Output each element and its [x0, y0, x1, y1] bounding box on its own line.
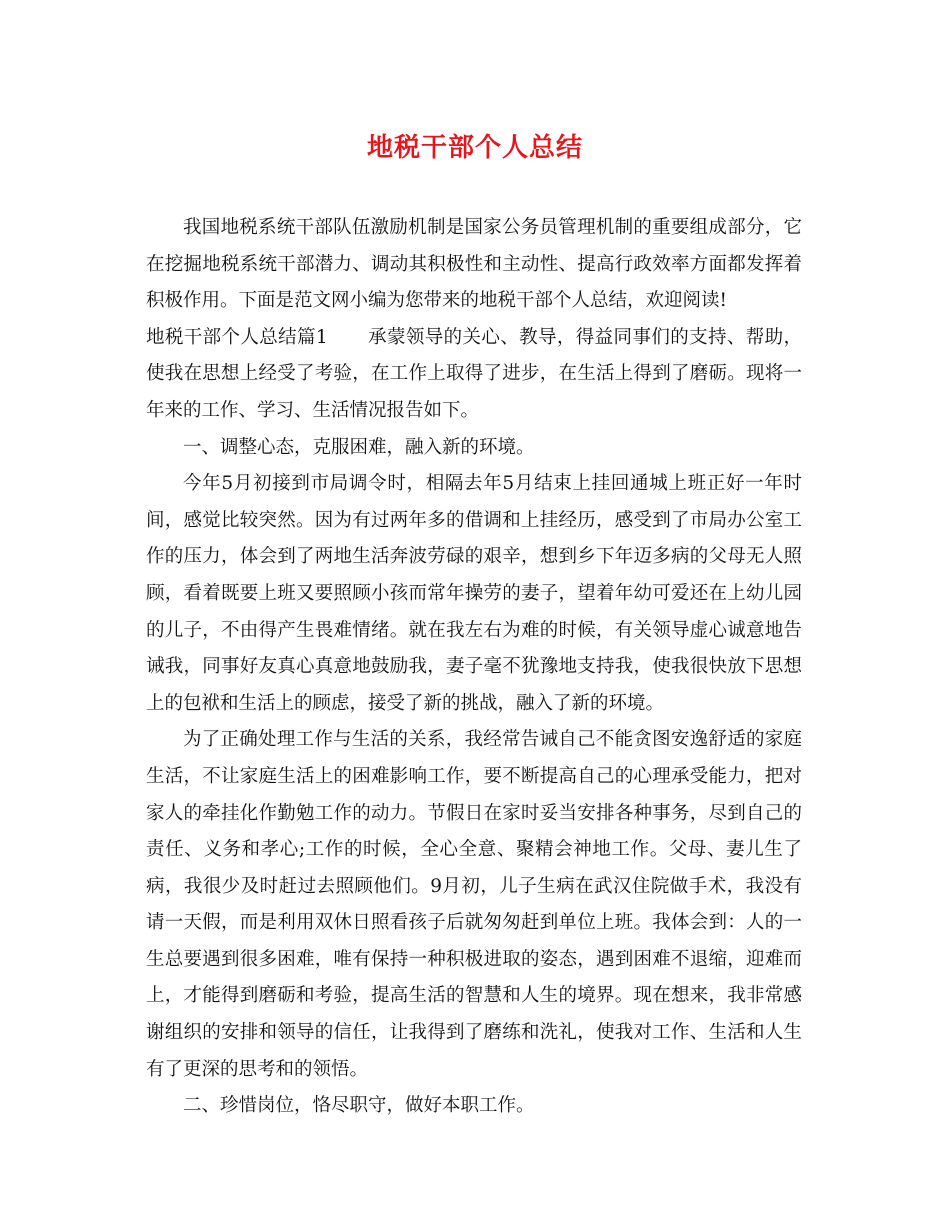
document-body [146, 210, 802, 1125]
section-1-paragraph-2: 为了正确处理工作与生活的关系，我经常告诫自己不能贪图安逸舒适的家庭生活，不让家庭生活上的困难影响工作，要不断提高自己的心理承受能力，把对家人的牵挂化作勤勉工作的动力。节假日在家时妥当安排各种事务，尽到自己的责任、义务和孝心;工作的时候，全心全意、聚精会神地工作。父母、妻儿生了病，我很少及时赶过去照顾他们。9月初，儿子生病在武汉住院做手术，我没有请一天假，而是利用双休日照看孩子后就匆匆赶到单位上班。我体会到：人的一生总要遇到很多困难，唯有保持一种积极进取的姿态，遇到困难不退缩，迎难而上，才能得到磨砺和考验，提高生活的智慧和人生的境界。现在想来，我非常感谢组织的安排和领导的信任，让我得到了磨练和洗礼，使我对工作、生活和人生有了更深的思考和的领悟。 [146, 729, 802, 1080]
article-label: 地税干部个人总结篇1 [146, 326, 328, 348]
article-opening-text: 承蒙领导的关心、教导，得益同事们的支持、帮助，使我在思想上经受了考验，在工作上取得了进步，在生活上得到了磨砺。现将一年来的工作、学习、生活情况报告如下。 [146, 326, 802, 421]
section-2-heading: 二、珍惜岗位，恪尽职守，做好本职工作。 [183, 1095, 535, 1117]
intro-paragraph: 我国地税系统干部队伍激励机制是国家公务员管理机制的重要组成部分，它在挖掘地税系统干部潜力、调动其积极性和主动性、提高行政效率方面都发挥着积极作用。下面是范文网小编为您带来的地税干部个人总结，欢迎阅读! [146, 217, 802, 312]
article-opening-paragraph [146, 320, 802, 430]
section-1-heading: 一、调整心态，克服困难，融入新的环境。 [183, 436, 535, 458]
section-1-paragraph-1: 今年5月初接到市局调令时，相隔去年5月结束上挂回通城上班正好一年时间，感觉比较突然。因为有过两年多的借调和上挂经历，感受到了市局办公室工作的压力，体会到了两地生活奔波劳碌的艰辛，想到乡下年迈多病的父母无人照顾，看着既要上班又要照顾小孩而常年操劳的妻子，望着年幼可爱还在上幼儿园的儿子，不由得产生畏难情绪。就在我左右为难的时候，有关领导虚心诚意地告诫我，同事好友真心真意地鼓励我，妻子毫不犹豫地支持我，使我很快放下思想上的包袱和生活上的顾虑，接受了新的挑战，融入了新的环境。 [146, 473, 802, 714]
document-title: 地税干部个人总结 [366, 133, 583, 163]
